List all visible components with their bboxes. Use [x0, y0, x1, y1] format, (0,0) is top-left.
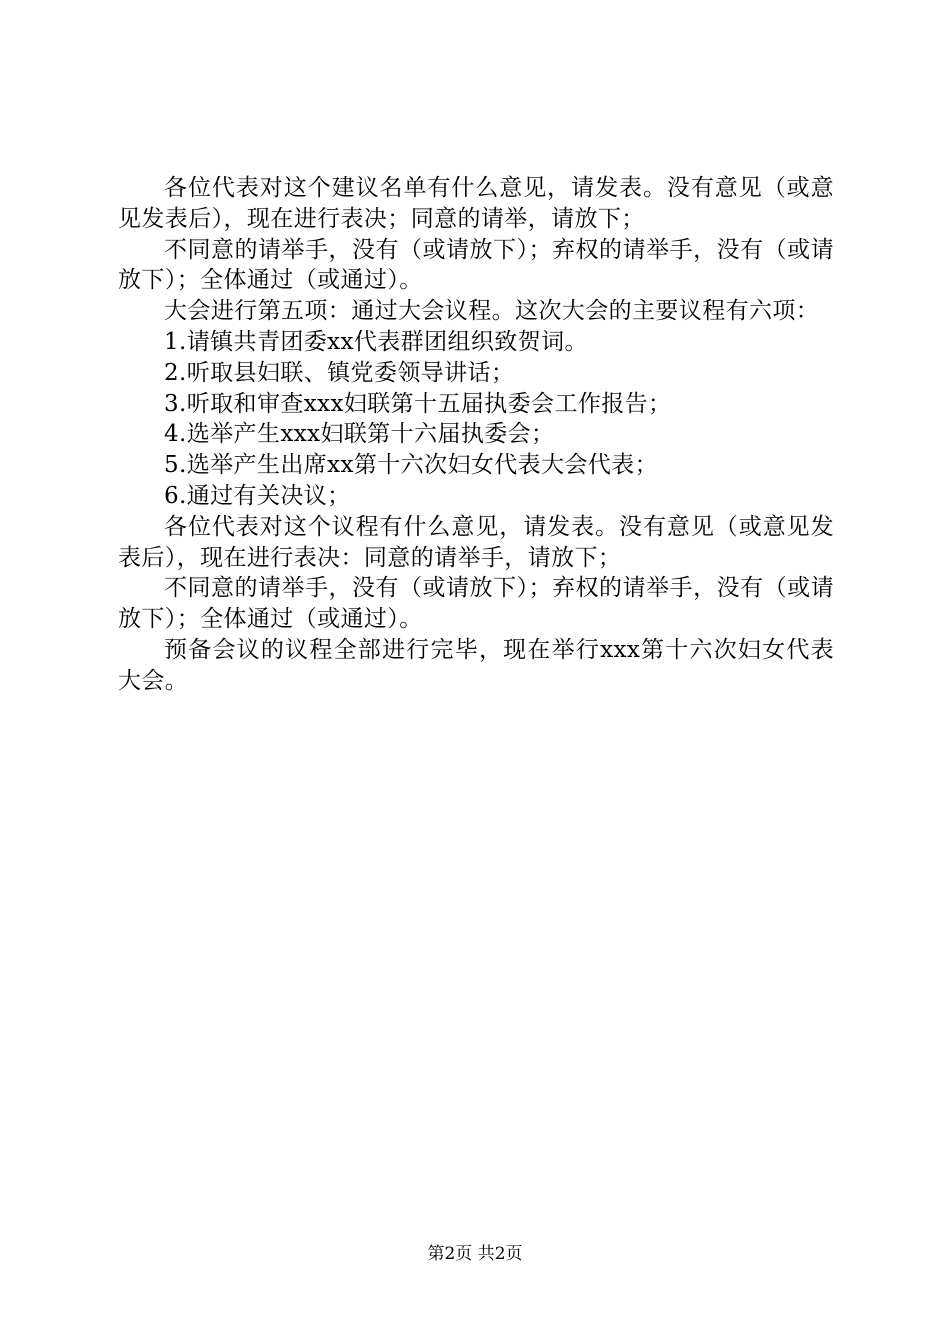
agenda-item-5: 5.选举产生出席xx第十六次妇女代表大会代表； — [164, 452, 659, 479]
agenda-item-2: 2.听取县妇联、镇党委领导讲话； — [164, 359, 515, 386]
paragraph-closing: 预备会议的议程全部进行完毕，现在举行xxx第十六次妇女代表大会。 — [118, 636, 834, 694]
agenda-item-4: 4.选举产生xxx妇联第十六届执委会； — [164, 421, 555, 448]
paragraph-item-five: 大会进行第五项：通过大会议程。这次大会的主要议程有六项： — [164, 298, 820, 325]
page-number-footer: 第2页 共2页 — [427, 1244, 523, 1264]
document-body — [118, 173, 834, 697]
paragraph-opinion-on-agenda: 各位代表对这个议程有什么意见，请发表。没有意见（或意见发表后），现在进行表决：同意的请举手，请放下； — [118, 513, 834, 571]
paragraph-vote-result-2: 不同意的请举手，没有（或请放下）；弃权的请举手，没有（或请放下）；全体通过（或通过）。 — [118, 575, 834, 633]
paragraph-opinion-on-list: 各位代表对这个建议名单有什么意见，请发表。没有意见（或意见发表后），现在进行表决；同意的请举，请放下； — [118, 175, 834, 232]
agenda-item-6: 6.通过有关决议； — [164, 482, 351, 509]
paragraph-vote-result-1: 不同意的请举手，没有（或请放下）；弃权的请举手，没有（或请放下）；全体通过（或通过）。 — [118, 236, 834, 294]
agenda-item-3: 3.听取和审查xxx妇联第十五届执委会工作报告； — [164, 390, 672, 417]
agenda-item-1: 1.请镇共青团委xx代表群团组织致贺词。 — [164, 328, 588, 355]
